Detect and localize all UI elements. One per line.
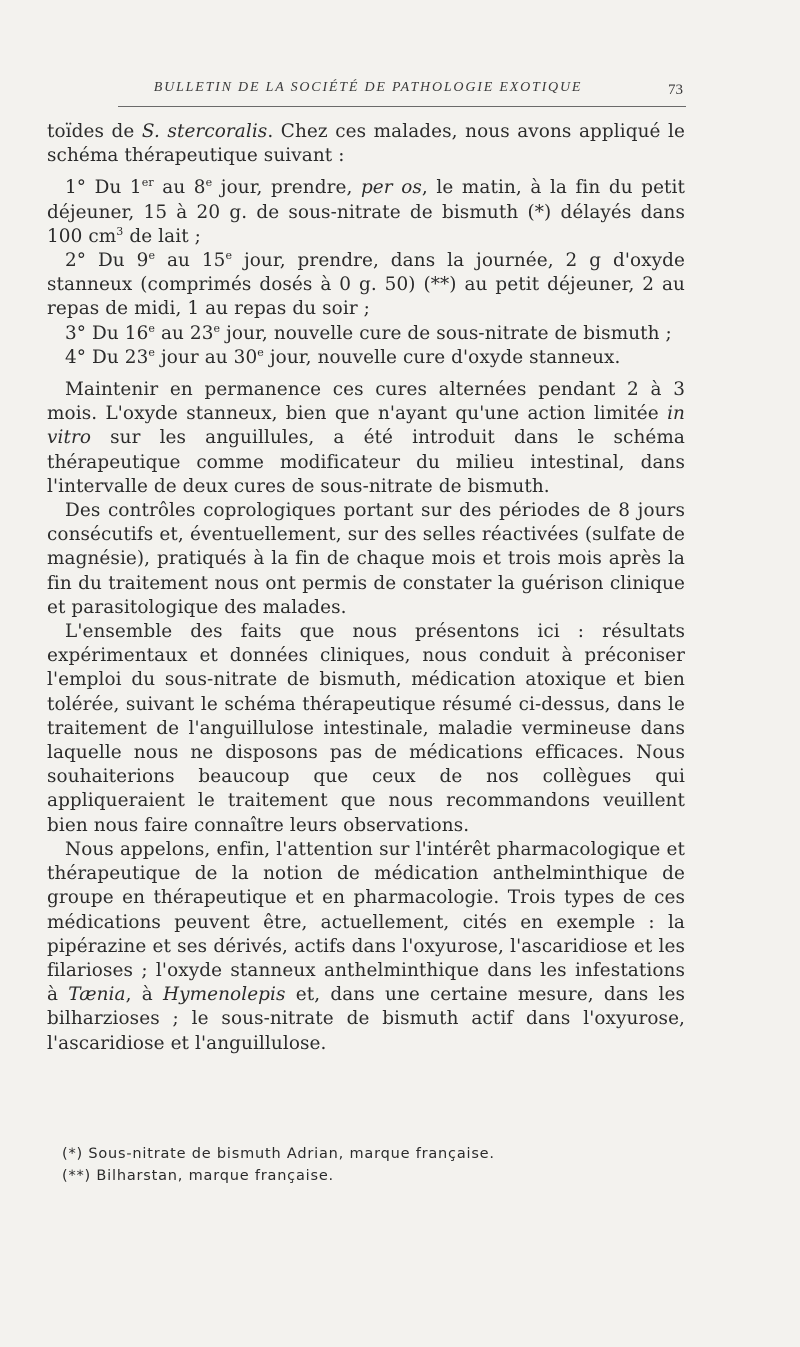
- paragraph-maintenance: [47, 378, 685, 499]
- superscript: e: [148, 345, 156, 359]
- superscript: e: [213, 321, 221, 335]
- body-text: [47, 120, 685, 1056]
- text-run: , à: [125, 984, 163, 1006]
- superscript: e: [148, 248, 156, 262]
- superscript: er: [141, 176, 154, 190]
- superscript: e: [205, 176, 213, 190]
- footnotes: [62, 1143, 662, 1187]
- superscript: 3: [116, 224, 124, 238]
- text-run: . Chez ces malades, nous avons appliqué le schéma thérapeutique suivant :: [47, 121, 685, 167]
- text-run: au 23: [155, 322, 214, 344]
- text-run: jour, nouvelle cure d'oxyde stanneux.: [263, 346, 621, 368]
- text-run: de lait ;: [123, 225, 201, 247]
- text-run: jour, prendre,: [212, 177, 361, 199]
- text-run: toïdes de: [47, 121, 142, 142]
- paragraph-controls: Des contrôles coprologiques portant sur des périodes de 8 jours consécutifs et, éventuellement, sur des selles réactivées (sulfate de magnésie), pratiqués à la fin de chaque mois et trois mois après la fin du traitement nous ont permis de constater la guérison clinique et parasitologique des malades.: [47, 500, 685, 618]
- latin-term: per os: [360, 177, 422, 199]
- page-number: 73: [668, 82, 683, 98]
- text-run: au 15: [155, 250, 226, 272]
- footnote-2: (**) Bilharstan, marque française.: [62, 1168, 334, 1184]
- text-run: jour, nouvelle cure de sous-nitrate de bismuth ;: [220, 322, 672, 344]
- text-run: sur les anguillules, a été introduit dans le schéma thérapeutique comme modificateur du milieu intestinal, dans l'intervalle de deux cures de sous-nitrate de bismuth.: [47, 427, 685, 497]
- schedule-step-2: [47, 249, 685, 322]
- text-run: Nous appelons, enfin, l'attention sur l'intérêt pharmacologique et thérapeutique de la notion de médication anthelminthique de groupe en thérapeutique et en pharmacologie. Trois types de ces médications peuvent être, actuellement, cités en exemple : la pipérazine et ses dérivés, actifs dans l'oxyurose, l'ascaridiose et les filarioses ; l'oxyde stanneux anthelminthique dans les infestations à: [47, 838, 685, 1006]
- schedule-step-1: [47, 176, 685, 249]
- genus-name: Hymenolepis: [162, 984, 286, 1006]
- latin-term: in vitro: [47, 403, 685, 449]
- text-run: 2° Du 9: [65, 250, 149, 272]
- text-run: 4° Du 23: [65, 346, 149, 368]
- genus-name: Tænia: [68, 984, 126, 1006]
- schedule-step-4: [47, 346, 685, 370]
- paragraph-1: [47, 120, 685, 168]
- footnote-1: (*) Sous-nitrate de bismuth Adrian, marque française.: [62, 1146, 495, 1162]
- paragraph-group-medication: [47, 838, 685, 1056]
- species-name: S. stercoralis: [141, 121, 268, 142]
- text-run: et, dans une certaine mesure, dans les bilharzioses ; le sous-nitrate de bismuth actif dans l'oxyurose, l'ascaridiose et l'anguillulose.: [47, 984, 686, 1054]
- text-run: , le matin, à la fin du petit déjeuner, 15 à 20 g. de sous-nitrate de bismuth (*) délayés dans 100 cm: [47, 177, 686, 247]
- text-run: 3° Du 16: [65, 322, 149, 344]
- header-rule: [118, 106, 686, 107]
- superscript: e: [257, 345, 264, 359]
- text-run: au 8: [153, 177, 206, 199]
- text-run: jour, prendre, dans la journée, 2 g d'oxyde stanneux (comprimés dosés à 0 g. 50) (**) au petit déjeuner, 2 au repas de midi, 1 au repas du soir ;: [47, 250, 685, 320]
- superscript: e: [225, 248, 233, 262]
- superscript: e: [148, 321, 156, 335]
- text-run: jour au 30: [155, 346, 258, 368]
- running-head: BULLETIN DE LA SOCIÉTÉ DE PATHOLOGIE EXOTIQUE: [153, 80, 583, 95]
- text-run: Maintenir en permanence ces cures alternées pendant 2 à 3 mois. L'oxyde stanneux, bien que n'ayant qu'une action limitée: [47, 379, 685, 425]
- paragraph-conclusion: L'ensemble des faits que nous présentons ici : résultats expérimentaux et données cliniques, nous conduit à préconiser l'emploi du sous-nitrate de bismuth, médication atoxique et bien tolérée, suivant le schéma thérapeutique résumé ci-dessus, dans le traitement de l'anguillulose intestinale, maladie vermineuse dans laquelle nous ne disposons pas de médications efficaces. Nous souhaiterions beaucoup que ceux de nos collègues qui appliqueraient le traitement que nous recommandons veuillent bien nous faire connaître leurs observations.: [47, 621, 685, 836]
- schedule-step-3: [47, 322, 685, 346]
- text-run: 1° Du 1: [65, 177, 142, 199]
